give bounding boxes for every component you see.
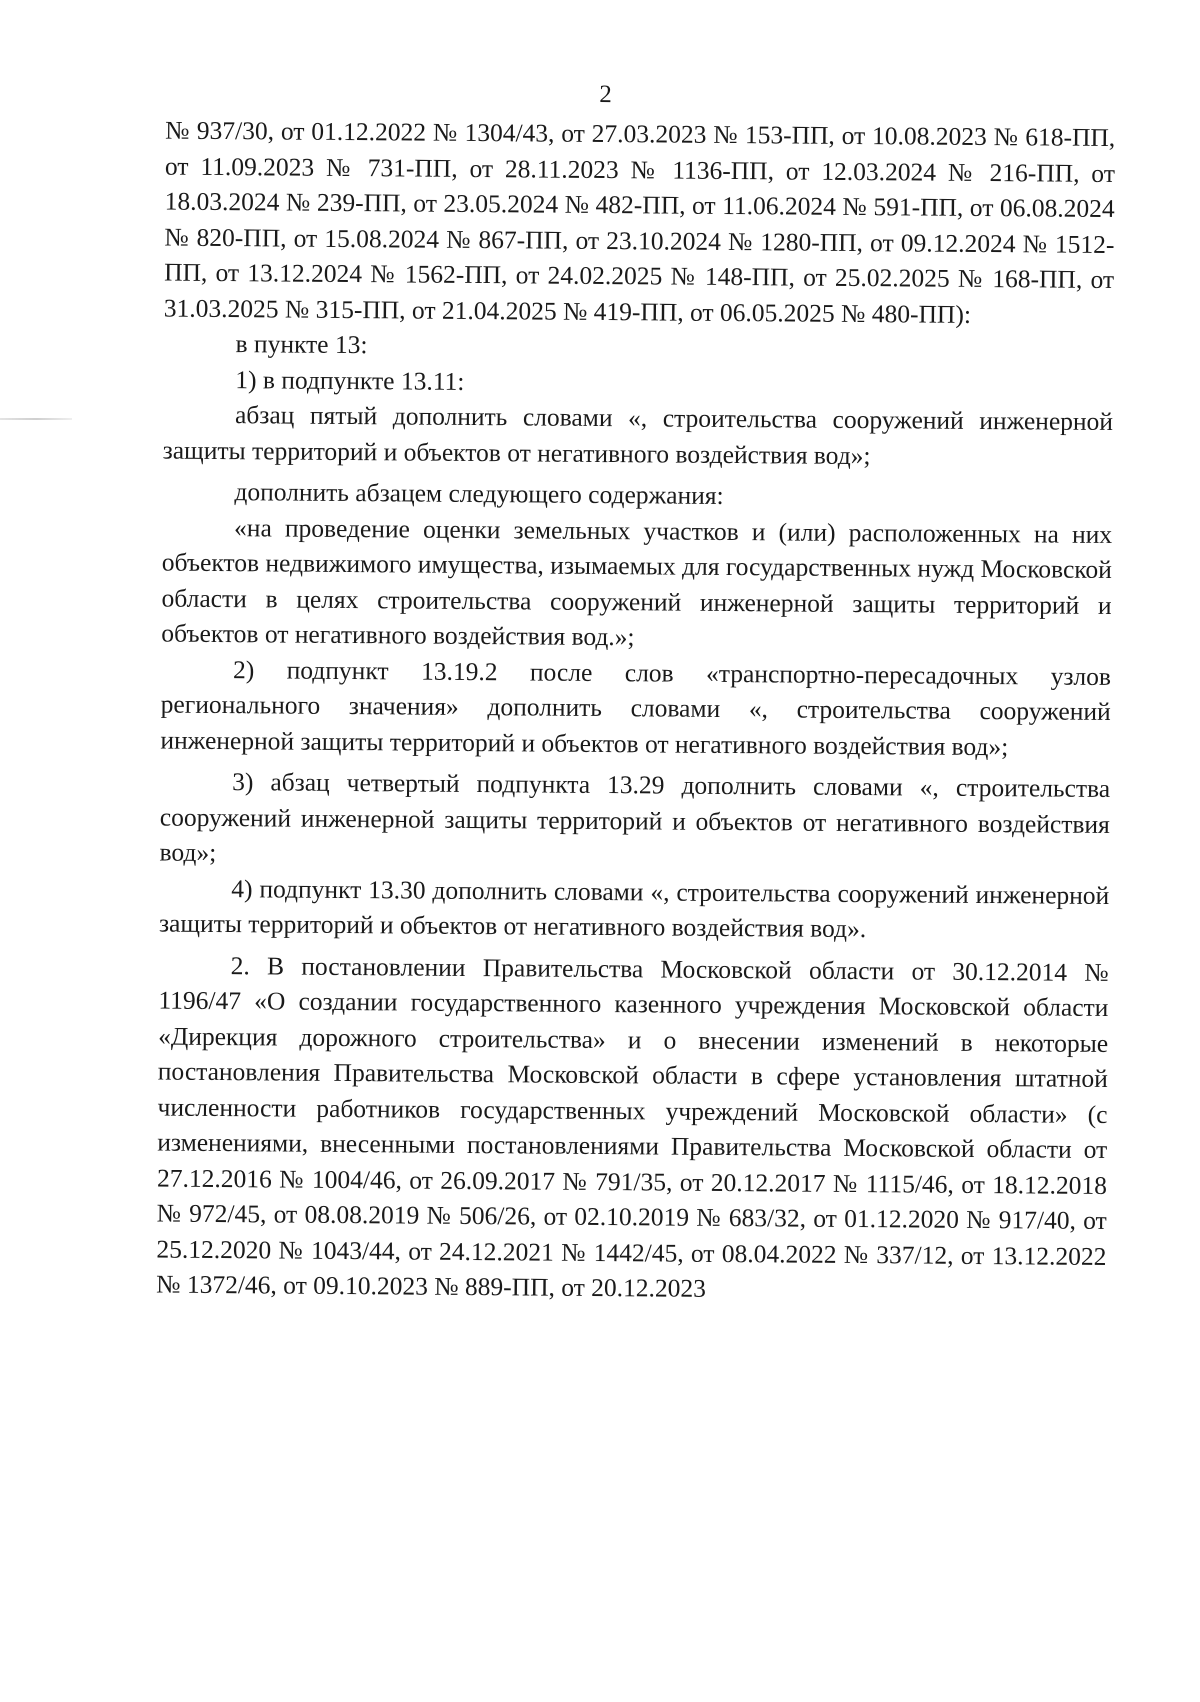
amendments-list-paragraph: № 937/30, от 01.12.2022 № 1304/43, от 27.03.2023 № 153-ПП, от 10.08.2023 № 618-ПП, от 11.09.2023 № 731-ПП, от 28.11.2023 № 1136-ПП, от 12.03.2024 № 216-ПП, от 18.03.2024 № 239-ПП, от 23.05.2024 № 482-ПП, от 11.06.2024 № 591-ПП, от 06.08.2024 № 820-ПП, от 15.08.2024 № 867-ПП, от 23.10.2024 № 1280-ПП, от 09.12.2024 № 1512-ПП, от 13.12.2024 № 1562-ПП, от 24.02.2025 № 148-ПП, от 25.02.2025 № 168-ПП, от 31.03.2025 № 315-ПП, от 21.04.2025 № 419-ПП, от 06.05.2025 № 480-ПП):	[163, 115, 1116, 329]
item-13-intro: в пункте 13:	[235, 329, 368, 360]
new-paragraph-text: «на проведение оценки земельных участков и (или) расположенных на них объектов недвижимого имущества, изымаемых для государственных нужд Московской области в целях строительства сооружений инженерной защиты территорий и объектов от негативного воздействия вод.»;	[161, 512, 1113, 652]
subitem-13-11-paragraph-five: абзац пятый дополнить словами «, строительства сооружений инженерной защиты территорий и объектов от негативного воздействия вод»;	[162, 400, 1114, 470]
section-2-paragraph: 2. В постановлении Правительства Московской области от 30.12.2014 № 1196/47 «О создании государственного казенного учреждения Московской области «Дирекция дорожного строительства» и о внесении изменений в некоторые постановления Правительства Московской области в сфере установления штатной численности работников государственных учреждений Московской области» (с изменениями, внесенными постановлениями Правительства Московской области от 27.12.2016 № 1004/46, от 26.09.2017 № 791/35, от 20.12.2017 № 1115/46, от 18.12.2018 № 972/45, от 08.08.2019 № 506/26, от 02.10.2019 № 683/32, от 01.12.2020 № 917/40, от 25.12.2020 № 1043/44, от 24.12.2021 № 1442/45, от 08.04.2022 № 337/12, от 13.12.2022 № 1372/46, от 09.10.2023 № 889-ПП, от 20.12.2023	[156, 950, 1109, 1303]
subitem-13-29-amendment: 3) абзац четвертый подпункта 13.29 дополнить словами «, строительства сооружений инженерной защиты территорий и объектов от негативного воздействия вод»;	[159, 767, 1111, 867]
document-body	[156, 113, 1115, 1310]
page-number: 2	[599, 80, 612, 109]
subitem-13-30-amendment: 4) подпункт 13.30 дополнить словами «, строительства сооружений инженерной защиты территорий и объектов от негативного воздействия вод».	[158, 873, 1110, 944]
add-paragraph-intro: дополнить абзацем следующего содержания:	[234, 477, 724, 510]
subitem-13-19-2-amendment: 2) подпункт 13.19.2 после слов «транспортно-пересадочных узлов регионального значения» дополнить словами «, строительства сооружений инженерной защиты территорий и объектов от негативного воздействия вод»;	[160, 654, 1112, 761]
subitem-13-11-intro: 1) в подпункте 13.11:	[235, 364, 465, 396]
